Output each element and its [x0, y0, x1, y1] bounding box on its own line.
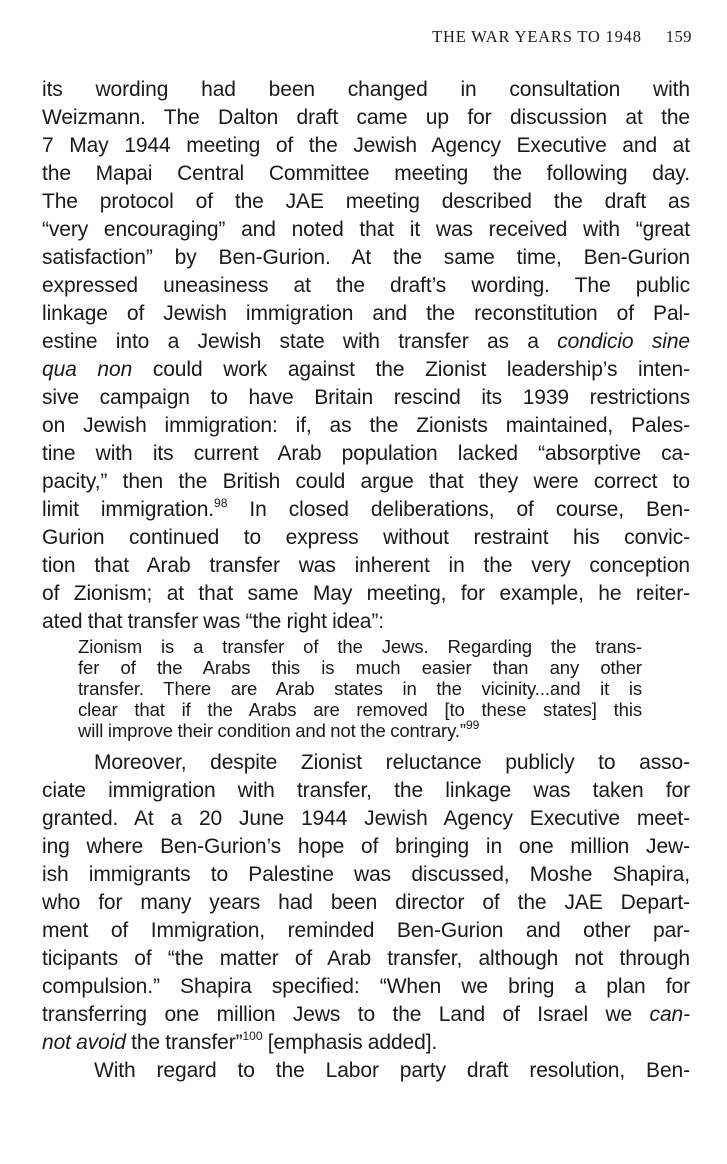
- text-line: [42, 580, 690, 608]
- italic-text-segment: qua non: [42, 358, 133, 381]
- text-segment: compulsion.” Shapira specified: “When we bring a plan for: [42, 975, 690, 998]
- text-segment: ish immigrants to Palestine was discussed, Moshe Shapira,: [42, 863, 690, 886]
- text-line: [42, 1001, 690, 1029]
- text-segment: transferring one million Jews to the Land of Israel we: [42, 1003, 650, 1026]
- text-segment: Moreover, despite Zionist reluctance publicly to asso-: [94, 751, 690, 774]
- text-segment: “very encouraging” and noted that it was received with “great: [42, 218, 690, 241]
- text-line: [42, 552, 690, 580]
- text-line: [42, 749, 690, 777]
- text-segment: who for many years had been director of the JAE Depart-: [42, 891, 690, 914]
- opening-paragraph: [42, 76, 690, 636]
- text-segment: satisfaction” by Ben-Gurion. At the same time, Ben-Gurion: [42, 246, 690, 269]
- text-segment: tion that Arab transfer was inherent in the very conception: [42, 554, 690, 577]
- text-line: [42, 861, 690, 889]
- text-line: [42, 216, 690, 244]
- italic-text-segment: can-: [649, 1003, 690, 1026]
- text-line: [42, 833, 690, 861]
- text-segment: Weizmann. The Dalton draft came up for discussion at the: [42, 106, 690, 129]
- moreover-paragraph: [42, 749, 690, 1057]
- text-line: [42, 1029, 690, 1057]
- italic-text-segment: not avoid: [42, 1031, 126, 1054]
- text-segment: pacity,” then the British could argue that they were correct to: [42, 470, 690, 493]
- text-segment: ated that transfer was “the right idea”:: [42, 610, 385, 633]
- text-segment: granted. At a 20 June 1944 Jewish Agency Executive meet-: [42, 807, 690, 830]
- text-segment: its wording had been changed in consultation with: [42, 78, 690, 101]
- text-segment: ciate immigration with transfer, the linkage was taken for: [42, 779, 690, 802]
- text-line: [42, 300, 690, 328]
- closing-paragraph: [42, 1057, 690, 1085]
- text-segment: sive campaign to have Britain rescind its 1939 restrictions: [42, 386, 690, 409]
- text-line: [42, 160, 690, 188]
- footnote-reference: 98: [214, 496, 228, 510]
- text-line: [42, 440, 690, 468]
- text-line: [42, 524, 690, 552]
- text-line: [42, 356, 690, 384]
- text-line: [78, 699, 642, 720]
- footnote-reference: 100: [242, 1029, 263, 1043]
- text-line: [42, 132, 690, 160]
- footnote-reference: 99: [465, 717, 480, 732]
- page-number: 159: [665, 27, 692, 46]
- text-segment: linkage of Jewish immigration and the reconstitution of Pal-: [42, 302, 690, 325]
- text-segment: limit immigration.: [42, 498, 215, 521]
- text-line: [42, 384, 690, 412]
- text-segment: could work against the Zionist leadership’s inten-: [132, 358, 690, 381]
- text-line: [42, 917, 690, 945]
- text-segment: on Jewish immigration: if, as the Zionists maintained, Pales-: [42, 414, 690, 437]
- text-line: [78, 717, 642, 741]
- text-segment: In closed deliberations, of course, Ben-: [227, 498, 690, 521]
- text-segment: of Zionism; at that same May meeting, for example, he reiter-: [42, 582, 690, 605]
- text-segment: tine with its current Arab population lacked “absorptive ca-: [42, 442, 690, 465]
- italic-text-segment: condicio sine: [557, 330, 691, 353]
- text-segment: estine into a Jewish state with transfer as a: [42, 330, 558, 353]
- text-segment: ing where Ben-Gurion’s hope of bringing in one million Jew-: [42, 835, 690, 858]
- text-line: [42, 468, 690, 496]
- text-line: [78, 657, 642, 678]
- text-line: [78, 636, 642, 657]
- text-line: [42, 805, 690, 833]
- text-segment: The protocol of the JAE meeting described the draft as: [42, 190, 690, 213]
- text-segment: the transfer”: [125, 1031, 243, 1054]
- text-line: [42, 889, 690, 917]
- text-line: [42, 104, 690, 132]
- text-line: [42, 188, 690, 216]
- text-line: [42, 412, 690, 440]
- text-segment: ticipants of “the matter of Arab transfer, although not through: [42, 947, 690, 970]
- page-body: [42, 76, 690, 1085]
- text-segment: will improve their condition and not the contrary.”: [78, 720, 466, 741]
- text-segment: the Mapai Central Committee meeting the following day.: [42, 162, 690, 185]
- text-line: [42, 1057, 690, 1085]
- running-header: [432, 27, 692, 47]
- text-segment: fer of the Arabs this is much easier than any other: [78, 657, 642, 678]
- text-line: [78, 678, 642, 699]
- text-line: [42, 973, 690, 1001]
- running-head-title: THE WAR YEARS TO 1948: [432, 27, 642, 46]
- text-segment: 7 May 1944 meeting of the Jewish Agency Executive and at: [42, 134, 690, 157]
- text-segment: ment of Immigration, reminded Ben-Gurion and other par-: [42, 919, 690, 942]
- text-segment: Gurion continued to express without restraint his convic-: [42, 526, 690, 549]
- text-line: [42, 496, 690, 524]
- text-line: [42, 328, 690, 356]
- text-segment: Zionism is a transfer of the Jews. Regarding the trans-: [78, 636, 642, 657]
- text-segment: With regard to the Labor party draft resolution, Ben-: [94, 1059, 690, 1082]
- text-segment: [emphasis added].: [262, 1031, 438, 1054]
- text-segment: transfer. There are Arab states in the vicinity...and it is: [78, 678, 642, 699]
- text-line: [42, 244, 690, 272]
- block-quote: [78, 636, 642, 741]
- text-line: [42, 945, 690, 973]
- text-line: [42, 76, 690, 104]
- text-segment: clear that if the Arabs are removed [to these states] this: [78, 699, 642, 720]
- text-segment: expressed uneasiness at the draft’s wording. The public: [42, 274, 690, 297]
- text-line: [42, 777, 690, 805]
- text-line: [42, 272, 690, 300]
- text-line: [42, 608, 690, 636]
